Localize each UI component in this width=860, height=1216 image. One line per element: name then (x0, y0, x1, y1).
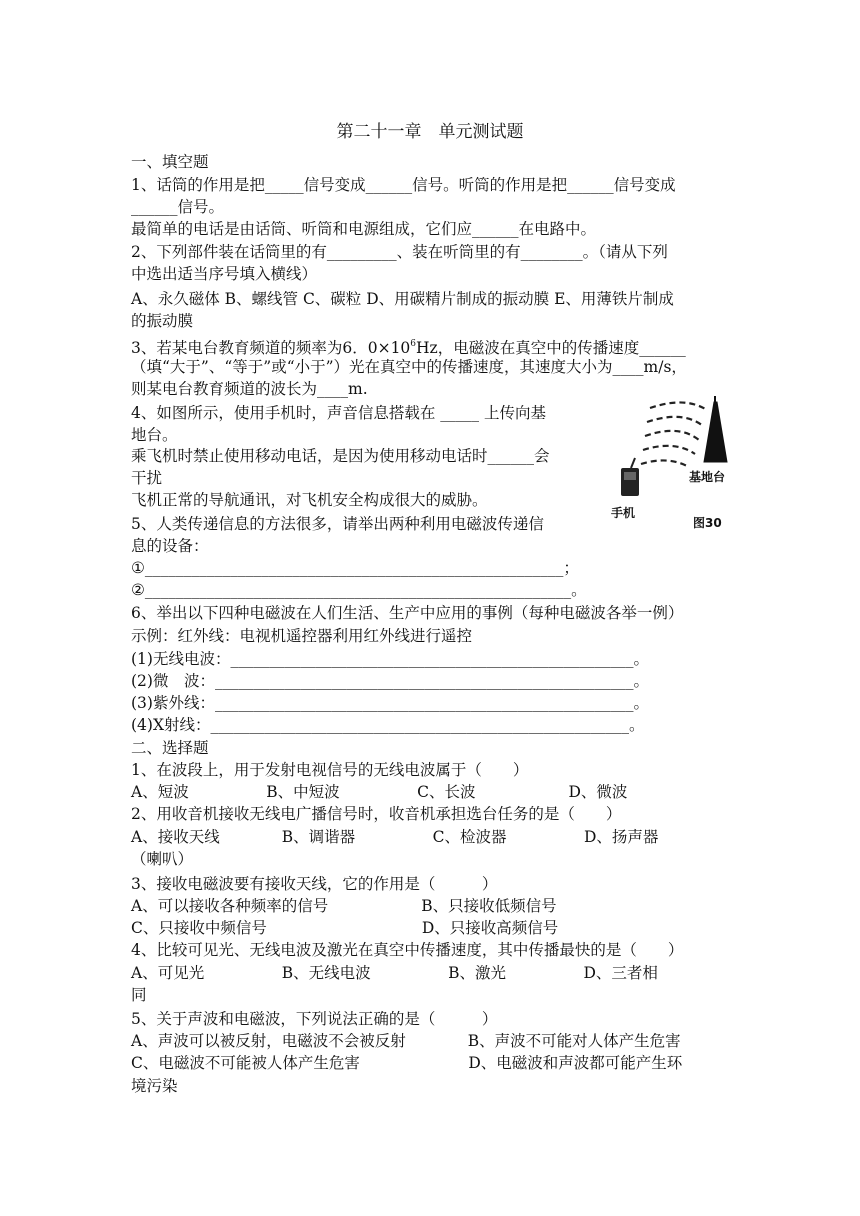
q4-line3: 乘飞机时禁止使用移动电话，是因为使用移动电话时______会 (131, 447, 550, 465)
signal-arc-5 (641, 460, 687, 466)
q4-line1: 4、如图所示，使用手机时，声音信息搭载在 _____ 上传向基 (131, 404, 546, 422)
c3-question: 3、接收电磁波要有接收天线，它的作用是（ ） (131, 875, 498, 893)
c2-question: 2、用收音机接收无线电广播信号时，收音机承担选台任务的是（ ） (131, 805, 622, 823)
section-heading-choice: 二、选择题 (131, 739, 209, 757)
phone-tower-figure (605, 396, 765, 530)
figure-number: 图30 (693, 516, 722, 530)
exponent: 6 (410, 339, 417, 349)
signal-arc-1 (650, 402, 707, 410)
q6-microwave: (2)微 波：______________________________________________________。 (131, 672, 649, 690)
q6-radio: (1)无线电波：____________________________________________________。 (131, 650, 649, 668)
tower-label: 基地台 (689, 470, 726, 484)
q3-line3: 则某电台教育频道的波长为____m. (131, 380, 368, 398)
c1-options: A、短波 B、中短波 C、长波 D、微波 (131, 783, 628, 801)
c4-options: A、可见光 B、无线电波 B、激光 D、三者相 (131, 964, 658, 982)
phone-icon (621, 458, 639, 496)
q6-example: 示例：红外线：电视机遥控器利用红外线进行遥控 (131, 627, 473, 645)
signal-arc-4 (643, 446, 695, 454)
q6-line1: 6、举出以下四种电磁波在人们生活、生产中应用的事例（每种电磁波各举一例） (131, 604, 684, 622)
c2-options: A、接收天线 B、调谐器 C、检波器 D、扬声器 (131, 828, 659, 846)
c4-options-cont: 同 (131, 986, 147, 1004)
signal-arc-2 (647, 417, 703, 426)
signal-waves-diagram (605, 396, 765, 520)
q2-options-cont: 的振动膜 (131, 312, 194, 330)
q4-line5: 飞机正常的导航通讯，对飞机安全构成很大的威胁。 (131, 491, 488, 509)
tower-icon (704, 396, 727, 462)
q1-line1: 1、话筒的作用是把_____信号变成______信号。听筒的作用是把______信号变成 (131, 176, 676, 194)
c3-options-2: C、只接收中频信号 D、只接收高频信号 (131, 919, 559, 937)
q3-line1: 3、若某电台教育频道的频率为6．$0\times 10^6Hz$，电磁波在真空中的传播速度______ (131, 339, 686, 357)
q2-line1: 2、下列部件装在话筒里的有_________、装在听筒里的有________。（请从下列 (131, 243, 668, 261)
signal-arc-3 (645, 431, 699, 440)
c1-question: 1、在波段上，用于发射电视信号的无线电波属于（ ） (131, 761, 529, 779)
q6-xray: (4)X射线：______________________________________________________。 (131, 716, 645, 734)
c5-question: 5、关于声波和电磁波，下列说法正确的是（ ） (131, 1010, 498, 1028)
q4-line2: 地台。 (131, 426, 178, 444)
q5-answer2: ②_______________________________________________________。 (131, 581, 587, 599)
q5-line1: 5、人类传递信息的方法很多，请举出两种利用电磁波传递信 (131, 515, 544, 533)
c5-options-2: C、电磁波不可能被人体产生危害 D、电磁波和声波都可能产生环 (131, 1054, 683, 1072)
section-heading-fill: 一、填空题 (131, 153, 209, 171)
page-title: 第二十一章 单元测试题 (336, 122, 524, 142)
q5-line2: 息的设备： (131, 537, 209, 555)
c3-options-1: A、可以接收各种频率的信号 B、只接收低频信号 (131, 897, 557, 915)
q1-line2: ______信号。 (131, 198, 225, 216)
phone-label: 手机 (611, 506, 636, 520)
q2-options: A、永久磁体 B、螺线管 C、碳粒 D、用碳精片制成的振动膜 E、用薄铁片制成 (131, 290, 674, 308)
q3-line2: （填“大于”、“等于”或“小于”）光在真空中的传播速度，其速度大小为____m/s， (131, 358, 687, 376)
q5-answer1: ①______________________________________________________； (131, 559, 579, 577)
q6-uv: (3)紫外线：______________________________________________________。 (131, 694, 649, 712)
q4-line4: 干扰 (131, 469, 163, 487)
c5-options-3: 境污染 (131, 1077, 178, 1095)
c5-options-1: A、声波可以被反射，电磁波不会被反射 B、声波不可能对人体产生危害 (131, 1032, 681, 1050)
c4-question: 4、比较可见光、无线电波及激光在真空中传播速度，其中传播最快的是（ ） (131, 941, 684, 959)
c2-options-cont: （喇叭） (131, 850, 194, 868)
q2-line2: 中选出适当序号填入横线） (131, 265, 318, 283)
q1-line3: 最简单的电话是由话筒、听筒和电源组成，它们应______在电路中。 (131, 220, 597, 238)
